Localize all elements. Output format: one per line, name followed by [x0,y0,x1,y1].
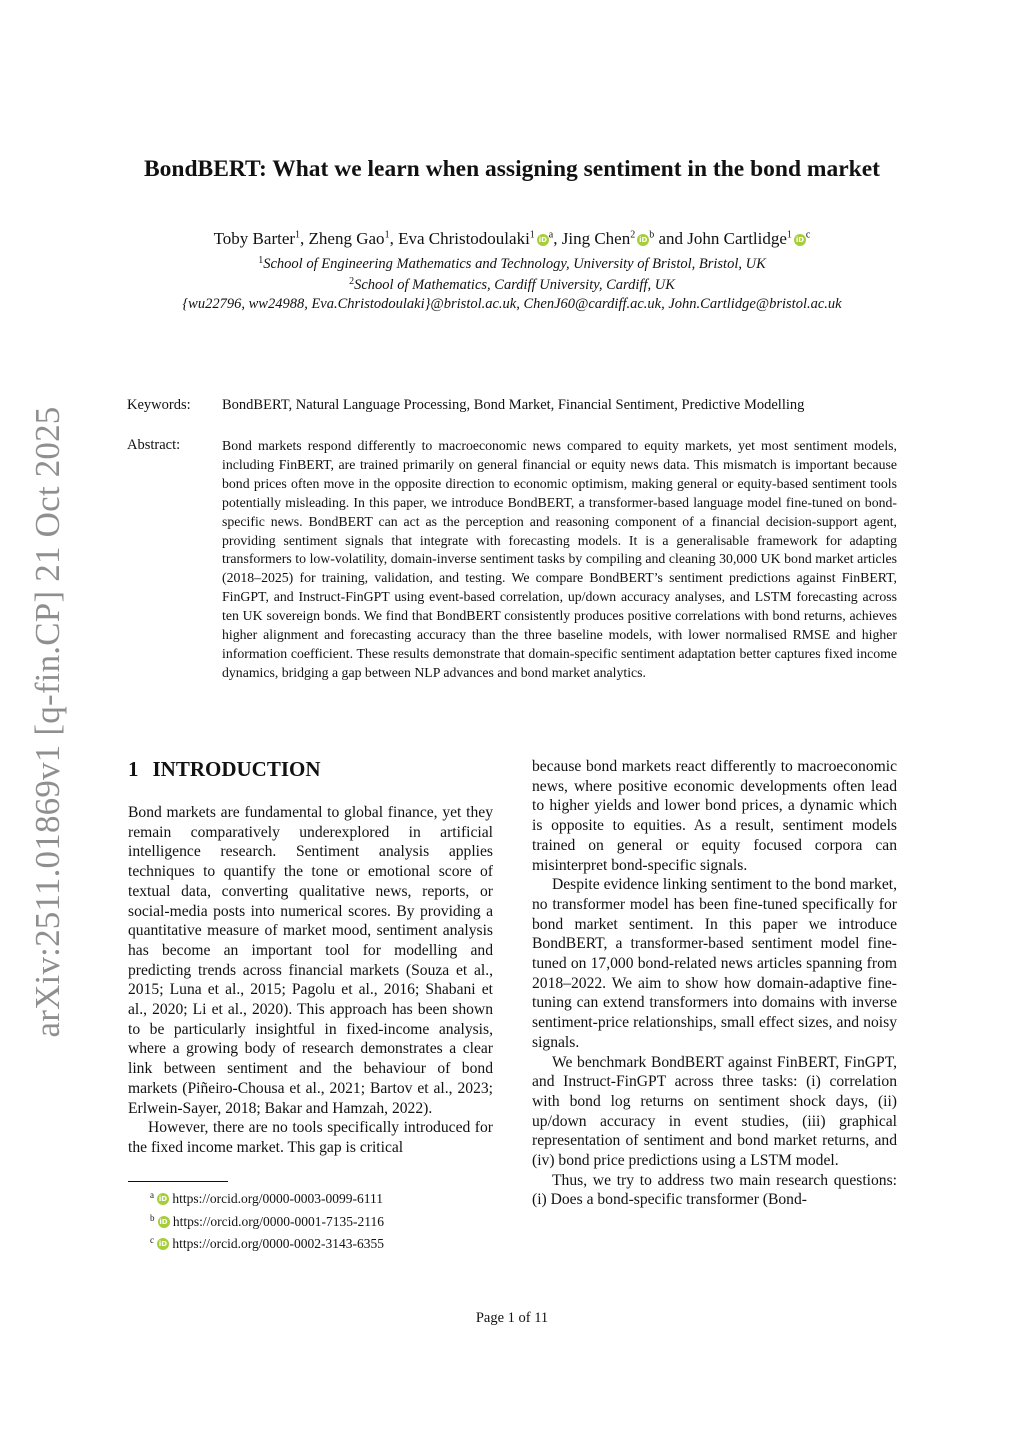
affiliation-line [0,276,1024,294]
author-name: Eva Christodoulaki [398,229,530,248]
arxiv-identifier-stamp[interactable]: arXiv:2511.01869v1 [q-fin.CP] 21 Oct 2025 [28,406,67,1038]
footnote-item [150,1209,384,1232]
paper-title: BondBERT: What we learn when assigning sentiment in the bond market [143,156,881,182]
body-paragraph: Bond markets are fundamental to global finance, yet they remain comparatively underexplored in artificial intelligence research. Sentiment analysis applies techniques to quantify the tone or emotional score of textual data, converting qualitative news, reports, or social-media posts into numerical scores. By providing a quantitative measure of market mood, sentiment analysis has become an important tool for modelling and predicting trends across financial markets (Souza et al., 2015; Luna et al., 2015; Pagolu et al., 2016; Shabani et al., 2020; Li et al., 2020). This approach has been shown to be particularly insightful in fixed-income analysis, where a growing body of research demonstrates a clear link between sentiment and the behaviour of bond markets (Piñeiro-Chousa et al., 2021; Bartov et al., 2023; Erlwein-Sayer, 2018; Bakar and Hamzah, 2022). [128,804,493,1117]
author-separator: and [654,229,688,248]
author-name: Zheng Gao [308,229,385,248]
author-emails[interactable]: {wu22796, ww24988, Eva.Christodoulaki}@bristol.ac.uk, ChenJ60@cardiff.ac.uk, John.Cartlidge@bristol.ac.uk [182,296,842,312]
affiliation-text: School of Engineering Mathematics and Technology, University of Bristol, Bristol, UK [263,256,766,272]
footnotes [150,1186,384,1254]
orcid-footnote-mark[interactable]: c [805,229,811,241]
author-separator: , [300,229,309,248]
footnote-item [150,1186,384,1209]
footnote-mark: b [150,1212,155,1223]
right-column [532,757,897,1210]
body-paragraph: We benchmark BondBERT against FinBERT, FinGPT, and Instruct-FinGPT across three tasks: (i) correlation with bond log returns on sentiment shock days, (ii) up/down accuracy in event studies, (iii) graphical representation of sentiment and bond market returns, and (iv) bond price predictions using a LSTM model. [532,1053,897,1170]
abstract-text: Bond markets respond differently to macroeconomic news compared to equity markets, yet most sentiment models, including FinBERT, are trained primarily on general financial or equity news data. This mismatch is important because bond prices often move in the opposite direction to economic optimism, making general or equity-based sentiment tools potentially misleading. In this paper, we introduce BondBERT, a transformer-based language model fine-tuned on bond-specific news. BondBERT can act as the perception and reasoning component of a financial decision-support agent, providing sentiment signals that integrate with forecasting models. It is a generalisable framework for adapting transformers to low-volatility, domain-inverse sentiment tasks by compiling and cleaning 30,000 UK bond market articles (2018–2025) for training, validation, and testing. We compare BondBERT’s sentiment predictions against FinBERT, FinGPT, and Instruct-FinGPT using event-based correlation, up/down accuracy analyses, and LSTM forecasting across ten UK sovereign bonds. We find that BondBERT consistently produces positive correlations with bond returns, achieves higher alignment and forecasting accuracy than the three baseline models, with lower normalised RMSE and higher information coefficient. These results demonstrate that domain-specific sentiment adaptation better captures fixed income dynamics, bridging a gap between NLP advances and bond market analytics. [222,438,897,680]
orcid-icon: iD [158,1195,168,1203]
orcid-icon: iD [158,1240,168,1249]
author-affiliation-mark: 1 [786,229,792,241]
orcid-link[interactable]: https://orcid.org/0000-0001-7135-2116 [172,1213,384,1229]
author-name: John Cartlidge [687,229,787,248]
orcid-icon[interactable]: iD [538,236,547,244]
orcid-icon: iD [159,1217,168,1226]
author-separator: , [389,229,399,248]
author-list [0,229,1024,249]
footnote-mark: c [150,1235,154,1246]
author-name: Jing Chen [561,229,631,248]
left-column [128,757,493,1158]
affiliation-number: 1 [258,255,264,266]
affiliation-text: School of Mathematics, Cardiff University, Cardiff, UK [354,277,675,293]
keywords-label: Keywords: [127,397,191,413]
orcid-footnote-mark[interactable]: a [548,229,554,241]
author-affiliation-mark: 1 [529,229,535,241]
footnote-divider [128,1181,228,1182]
keywords-text: BondBERT, Natural Language Processing, Bond Market, Financial Sentiment, Predictive Modelling [222,397,805,413]
section-title: INTRODUCTION [152,757,321,781]
abstract-label: Abstract: [127,437,181,453]
body-paragraph: Thus, we try to address two main research questions: (i) Does a bond-specific transformer (Bond- [532,1171,897,1209]
affiliation-number: 2 [349,276,355,287]
author-separator: , [553,229,562,248]
author-affiliation-mark: 2 [630,229,636,241]
orcid-footnote-mark[interactable]: b [649,229,655,241]
orcid-link[interactable]: https://orcid.org/0000-0002-3143-6355 [172,1236,384,1252]
section-heading [128,757,493,781]
body-paragraph: However, there are no tools specifically introduced for the fixed income market. This gap is critical [128,1119,493,1156]
orcid-icon[interactable]: iD [795,236,805,244]
affiliation-line [0,255,1024,273]
author-affiliation-mark: 1 [295,229,301,241]
footnote-mark: a [150,1190,154,1200]
footnote-item [150,1231,384,1254]
author-name: Toby Barter [213,229,296,248]
body-paragraph: Despite evidence linking sentiment to the bond market, no transformer model has been fine-tuned specifically for bond market sentiment. In this paper we introduce BondBERT, a transformer-based sentiment model fine-tuned on 17,000 bond-related news articles spanning from 2018–2022. We aim to show how domain-adaptive fine-tuning can extend transformers into domains with inverse sentiment-price relationships, small effect sizes, and noisy signals. [532,876,897,1051]
orcid-link[interactable]: https://orcid.org/0000-0003-0099-6111 [172,1191,383,1206]
orcid-icon[interactable]: iD [639,236,648,244]
author-affiliation-mark: 1 [384,229,390,241]
page-number: Page 1 of 11 [475,1310,549,1326]
body-paragraph: because bond markets react differently to macroeconomic news, where positive economic developments often lead to higher yields and lower bond prices, a dynamic which is opposite to equities. As a result, sentiment models trained on general or equity focused corpora can misinterpret bond-specific signals. [532,758,897,874]
section-number: 1 [128,757,139,781]
